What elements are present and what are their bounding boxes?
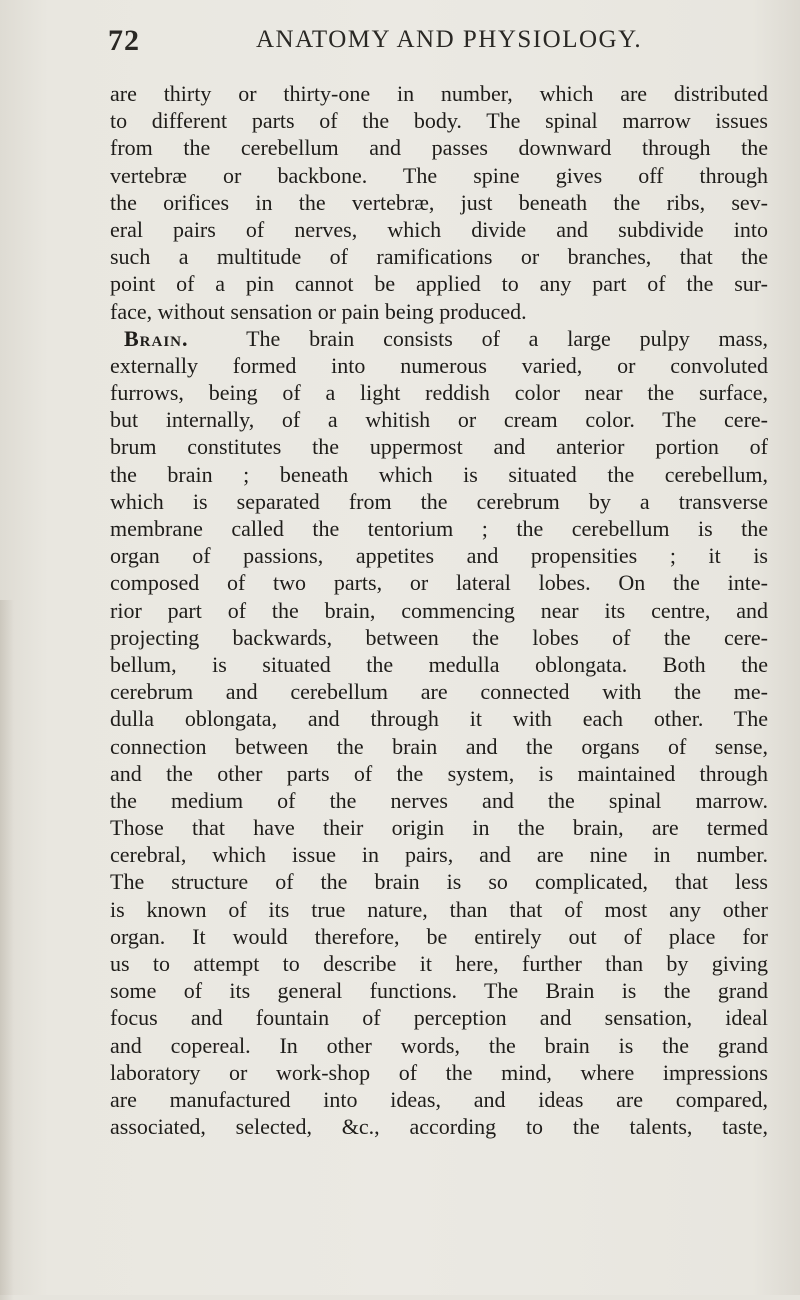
text-line: eral pairs of nerves, which divide and subdivide into (110, 216, 768, 242)
text-line: the brain ; beneath which is situated the cerebellum, (110, 461, 768, 487)
text-line: externally formed into numerous varied, or convoluted (110, 352, 768, 378)
text-line: The structure of the brain is so complicated, that less (110, 869, 768, 895)
text-line: vertebræ or backbone. The spine gives off through (110, 162, 768, 188)
text-line: organ. It would therefore, be entirely out of place for (110, 923, 768, 949)
text-line: are manufactured into ideas, and ideas are compared, (110, 1086, 768, 1112)
text-line: furrows, being of a light reddish color near the surface, (110, 380, 768, 406)
text-line: Those that have their origin in the brain, are termed (110, 815, 768, 841)
text-line-section-start (110, 325, 768, 352)
text-line: the medium of the nerves and the spinal marrow. (110, 787, 768, 813)
text-line: associated, selected, &c., according to the talents, taste, (110, 1114, 768, 1140)
section-heading-brain: Brain. (124, 325, 189, 351)
text-line: such a multitude of ramifications or branches, that the (110, 244, 768, 270)
page-number: 72 (108, 24, 140, 57)
text-line: projecting backwards, between the lobes of the cere- (110, 624, 768, 650)
page-header (108, 22, 768, 62)
text-line: is known of its true nature, than that of most any other (110, 896, 768, 922)
text-line: membrane called the tentorium ; the cerebellum is the (110, 516, 768, 541)
text-line: bellum, is situated the medulla oblongata. Both the (110, 651, 768, 677)
text-line: point of a pin cannot be applied to any part of the sur- (110, 271, 768, 297)
text-line: face, without sensation or pain being produced. (110, 298, 527, 324)
text-line: some of its general functions. The Brain is the grand (110, 978, 768, 1004)
text-line: cerebrum and cerebellum are connected with the me- (110, 679, 768, 705)
text-line: and the other parts of the system, is maintained through (110, 760, 768, 786)
text-line: rior part of the brain, commencing near its centre, and (110, 597, 768, 623)
text-line: cerebral, which issue in pairs, and are nine in number. (110, 842, 768, 868)
text-line: and copereal. In other words, the brain is the grand (110, 1032, 768, 1058)
text-line: brum constitutes the uppermost and anterior portion of (110, 434, 768, 460)
text-line-fragment: The brain consists of a large pulpy mass, (246, 325, 769, 351)
text-line: but internally, of a whitish or cream color. The cere- (110, 407, 768, 433)
text-line: to different parts of the body. The spinal marrow issues (110, 108, 768, 134)
text-line: organ of passions, appetites and propensities ; it is (110, 543, 768, 569)
text-line: laboratory or work-shop of the mind, where impressions (110, 1059, 768, 1085)
text-line: are thirty or thirty-one in number, which are distributed (110, 81, 768, 106)
page-gutter-shadow (0, 600, 14, 1300)
text-line: from the cerebellum and passes downward through the (110, 135, 768, 161)
text-line: us to attempt to describe it here, further than by giving (110, 951, 768, 976)
running-head: ANATOMY AND PHYSIOLOGY. (256, 26, 643, 53)
text-line: composed of two parts, or lateral lobes. On the inte- (110, 570, 768, 596)
text-line: focus and fountain of perception and sensation, ideal (110, 1005, 768, 1031)
text-line: connection between the brain and the organs of sense, (110, 733, 768, 759)
text-line: dulla oblongata, and through it with each other. The (110, 706, 768, 732)
body-text (110, 80, 768, 1140)
text-line: which is separated from the cerebrum by a transverse (110, 488, 768, 514)
text-line: the orifices in the vertebræ, just beneath the ribs, sev- (110, 189, 768, 215)
